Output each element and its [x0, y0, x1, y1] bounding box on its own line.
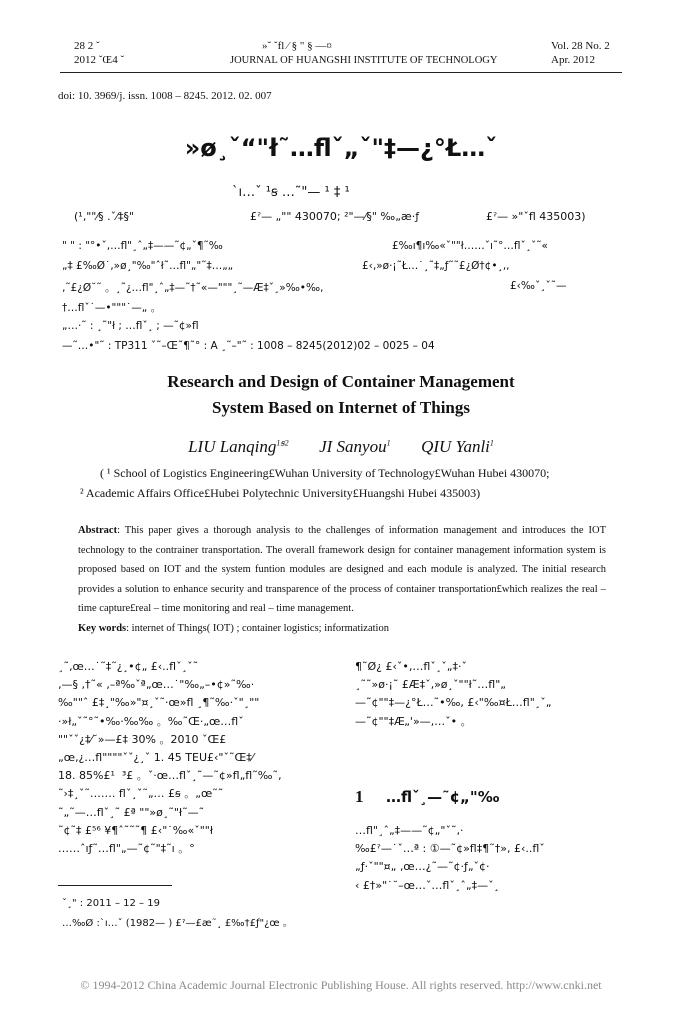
section-title: …flˇ¸—˜¢„"‰	[386, 788, 500, 806]
body-line: ˜¢˜‡ £⁵⁶ ¥¶ˆ˜˜˜¶ £‹"˙‰«ˇ""ł	[58, 823, 213, 837]
author-en-name: QIU Yanli	[421, 437, 490, 456]
body-line: —˜¢""‡Æ„'»—‚…ˇ• 。	[355, 714, 472, 728]
abstract-label: Abstract	[78, 525, 118, 536]
keywords-label: Key words	[78, 622, 127, 634]
abstract-text: : This paper gives a thorough analysis to the challenges of information management and introduces the IOT technology to the contrainer transportation. The overall framework design for container management information system is proposed based on IOT and the system funtion modules are designed and each module is analyzed. The initial research provides a solution to enhance security and transparence of the process of container transportation£which realizes the real – time capture£real – time monitoring and real – time management.	[78, 525, 606, 614]
body-line: ……ˆıƒ˜…fl"„—˜¢˜"‡˜ı 。°	[58, 842, 195, 856]
abstract-cn-line: ‚˜£¿Ø˘˜ 。¸˜¿…fl"¸ˆ„‡—˜†˜«—"""¸˜—Æ‡ˇ¸»‰•‰,	[62, 282, 324, 294]
abstract-cn-line: †…flˇ˙—•"""˙—„ 。	[62, 302, 162, 314]
author-en-name: JI Sanyou	[319, 437, 387, 456]
header-journal-cn: »ˇ ˇfl ⁄ § " § —¤	[262, 40, 332, 52]
body-line: ‹ £†»"˙˘–œ…ˇ…flˇ¸ˆ„‡—ˇ¸	[355, 878, 500, 892]
author-en-sup: 1	[489, 438, 494, 448]
abstract-cn-line-right: £‹‚»ø·¡˜Ł…˙¸˜‡„ƒ˜˜£¿Ø†¢•¸‚,	[362, 260, 510, 272]
body-line: ‚—§ ‚†˜« ‚–ª‰ˇª„œ…˙"‰„–•¢»˜‰·	[58, 678, 255, 692]
body-line: ˜„˜—…flˇ¸˜ £ª ""»ø¸˜"ł˜—˜	[58, 805, 205, 819]
body-line: —˜¢""‡—¿°Ł…˜•‰, £‹"‰¤Ł…fl"¸ˇ„	[355, 696, 552, 710]
title-cn: »ø¸ˇ“"ł˜…flˇ„ˇ"‡—¿°Ł…ˇ	[184, 134, 498, 162]
body-right-column-2	[355, 822, 645, 895]
header-volume-cn: 28 2 ˇ	[74, 40, 100, 52]
body-line: ¸˜‚œ…˙˜‡˜¿¸•¢„ £‹..flˇ¸ˇ˜	[58, 660, 199, 673]
body-line: ·»ł„ˇ˜°˜•‰·‰‰ 。‰˜Œ·„œ…flˇ	[58, 714, 244, 728]
authors-cn: ˋı…ˇ ¹ꞩ …˜"— ¹ ‡ ¹	[232, 185, 350, 200]
body-left-column	[58, 658, 333, 858]
body-line: ‰£ˀ—˙ˇ…ª : ①—˜¢»fl‡¶˜†», £‹..flˇ	[355, 842, 545, 856]
body-line: ""ˇˇ¿‡⁄˘»—£‡ 30% 。2010 ˇŒ£	[58, 732, 227, 746]
footnote-received: ˇ¸" : 2011 – 12 – 19	[62, 898, 160, 909]
body-line: „ƒ·ˇ""¤„ ‚œ…¿˜—˜¢·ƒ„ˇ¢·	[355, 860, 490, 874]
header-volume-en: Vol. 28 No. 2	[551, 40, 610, 52]
body-line: ¸˜˜»ø·¡˜ £Æ‡ˇ‚»ø¸ˇ""ł˜…fl"„	[355, 678, 506, 692]
copyright-footer: © 1994-2012 China Academic Journal Electronic Publishing House. All rights reserved. http://www.cnki.net	[80, 978, 602, 992]
header-journal-en: JOURNAL OF HUANGSHI INSTITUTE OF TECHNOLOGY	[230, 55, 498, 66]
body-line: ˜›‡¸ˇ˜……. flˇ¸ˇ˜„… £ꞩ 。„œ˜˜	[58, 787, 224, 801]
abstract-cn-line: " " : "°•ˇ‚…fl"¸ˆ„‡——˜¢„ˇ¶˜‰	[62, 240, 223, 252]
body-line: …fl"¸ˆ„‡——˜¢„"ˇ˜‚·	[355, 824, 464, 837]
body-line: ¶˜Ø¿ £‹ˇ•‚…flˇ¸ˇ„‡·ˇ	[355, 660, 467, 673]
abstract-cn-line: „‡ £‰Ø˙‚»ø¸"‰"ˆł˜…fl"„"˜‡…„„	[62, 260, 234, 272]
affiliation-cn-left: (¹‚""⁄§ .ˇ⁄‡§"	[74, 210, 135, 223]
abstract-cn-line-right: £‰ı¶ı‰«ˇ""ł……ˇı˜°…flˇ¸ˇ˜«	[392, 240, 548, 252]
body-line: „œ‚¿…fl""""ˇˇ¿¸ˇ 1. 45 TEU£‹"ˇ˜Œ‡⁄	[58, 751, 254, 765]
section-heading	[355, 787, 499, 807]
doi: doi: 10. 3969/j. issn. 1008 – 8245. 2012. 02. 007	[58, 90, 272, 102]
body-line: 18. 85%£¹ ³£ 。ˇ·œ…flˇ¸˜—˜¢»fl„fl˜‰˜‚	[58, 769, 282, 783]
abstract-cn-line-right: £‹‰ˇ¸ˇ˜—	[510, 280, 567, 292]
author-en-name: LIU Lanqing	[188, 437, 277, 456]
header-date-en: Apr. 2012	[551, 54, 595, 66]
authors-en	[0, 437, 682, 457]
keywords-text: : internet of Things( IOT) ; container logistics; informatization	[126, 622, 389, 634]
body-line: ‰""ˆ £‡¸"‰»"¤¸ˇ˜·œ»fl ¸¶˜‰·ˇ"¸""	[58, 696, 260, 710]
title-en-line2: System Based on Internet of Things	[211, 398, 471, 417]
footnote-rule	[58, 885, 172, 886]
affiliation-en-1: ( ¹ School of Logistics Engineering£Wuhan University of Technology£Wuhan Hubei 430070;	[100, 466, 550, 480]
title-en-line1: Research and Design of Container Management	[167, 372, 515, 391]
abstract-en	[78, 521, 606, 638]
affiliation-cn-right: £ˀ— »"ˇfl 435003)	[486, 210, 586, 223]
author-en-sup: 1	[386, 438, 391, 448]
affiliation-en-2: ² Academic Affairs Office£Hubei Polytechnic University£Huangshi Hubei 435003)	[80, 486, 481, 500]
affiliation-cn-mid: £ˀ— „"" 430070; ²"—⁄§" ‰„æ·ƒ	[250, 210, 420, 223]
abstract-cn-classification: —˜…•"˜ : TP311 ˇ˜–Œ˜¶˜° : A ¸˜–"˜ : 1008 – 8245(2012)02 – 0025 – 04	[62, 340, 435, 352]
section-number: 1	[355, 787, 364, 806]
abstract-cn-keywords: „…·˜ : ¸˜"ł ; …flˇ¸ ; —˜¢»fl	[62, 320, 199, 332]
header-rule	[60, 72, 622, 73]
header-date-cn: 2012 ˇŒ4 ˇ	[74, 54, 125, 66]
footnote-author-bio: …‰Ø :ˋı…ˇ (1982— ) £ˀ—£æ˜¸ £‰†£ƒ"¿œ 。	[62, 918, 293, 929]
body-right-column	[355, 658, 645, 731]
author-en-sup: 1ꞩ2	[276, 438, 289, 448]
